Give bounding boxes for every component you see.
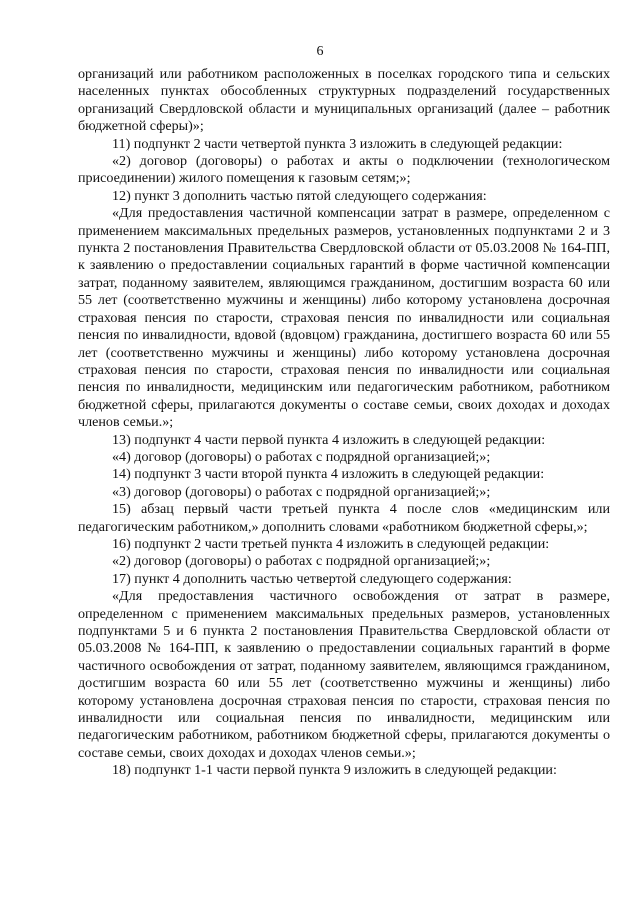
paragraph: «Для предоставления частичного освобождения от затрат в размере, определенном с применением максимальных предельных размеров, установленных подпунктами 5 и 6 пункта 2 постановления Правительства Свердловской области от 05.03.2008 № 164-ПП, к заявлению о предоставлении социальных гарантий в форме частичного освобождения от затрат, поданному заявителем, являющимся гражданином, достигшим возраста 60 или 55 лет (соответственно мужчины и женщины) либо которому установлена досрочная страховая пенсия по старости, страховая пенсия по инвалидности или социальная пенсия по инвалидности, медицинским или педагогическим работником, работником бюджетной сферы, прилагаются документы о составе семьи, своих доходах и доходах членов семьи.»;: [78, 588, 610, 761]
paragraph: «3) договор (договоры) о работах с подрядной организацией;»;: [112, 483, 491, 500]
paragraph: «2) договор (договоры) о работах и акты о подключении (технологическом присоединении) жилого помещения к газовым сетям;»;: [78, 153, 610, 187]
paragraph: 17) пункт 4 дополнить частью четвертой следующего содержания:: [112, 570, 512, 587]
paragraph: 18) подпункт 1-1 части первой пункта 9 изложить в следующей редакции:: [112, 762, 557, 779]
paragraph: «2) договор (договоры) о работах с подрядной организацией;»;: [112, 553, 491, 570]
page-number: 6: [316, 44, 324, 59]
paragraph: «4) договор (договоры) о работах с подрядной организацией;»;: [112, 448, 491, 465]
paragraph: 12) пункт 3 дополнить частью пятой следующего содержания:: [112, 187, 487, 204]
paragraph: 15) абзац первый части третьей пункта 4 после слов «медицинским или педагогическим работником,» дополнить словами «работником бюджетной сферы,»;: [78, 501, 610, 535]
paragraph: организаций или работником расположенных в поселках городского типа и сельских населенных пунктах обособленных структурных подразделений государственных организаций Свердловской области и муниципальных организаций (далее – работник бюджетной сферы)»;: [78, 66, 610, 135]
paragraph: 16) подпункт 2 части третьей пункта 4 изложить в следующей редакции:: [112, 535, 550, 552]
paragraph: 14) подпункт 3 части второй пункта 4 изложить в следующей редакции:: [112, 466, 545, 483]
paragraph: «Для предоставления частичной компенсации затрат в размере, определенном с применением максимальных предельных размеров, установленных подпунктами 2 и 3 пункта 2 постановления Правительства Свердловской области от 05.03.2008 № 164-ПП, к заявлению о предоставлении социальных гарантий в форме частичной компенсации затрат, поданному заявителем, являющимся гражданином, достигшим возраста 60 или 55 лет (соответственно мужчины и женщины) либо которому установлена досрочная страховая пенсия по старости, страховая пенсия по инвалидности или социальная пенсия по инвалидности, вдовой (вдовцом) гражданина, достигшего возраста 60 или 55 лет (соответственно мужчины и женщины) либо которому установлена досрочная страховая пенсия по старости, страховая пенсия по инвалидности или социальная пенсия по инвалидности, медицинским или педагогическим работником, работником бюджетной сферы, прилагаются документы о составе семьи, своих доходах и доходах членов семьи.»;: [78, 205, 610, 431]
paragraph: 11) подпункт 2 части четвертой пункта 3 изложить в следующей редакции:: [112, 135, 563, 152]
document-body: [78, 66, 610, 780]
paragraph: 13) подпункт 4 части первой пункта 4 изложить в следующей редакции:: [112, 431, 546, 448]
